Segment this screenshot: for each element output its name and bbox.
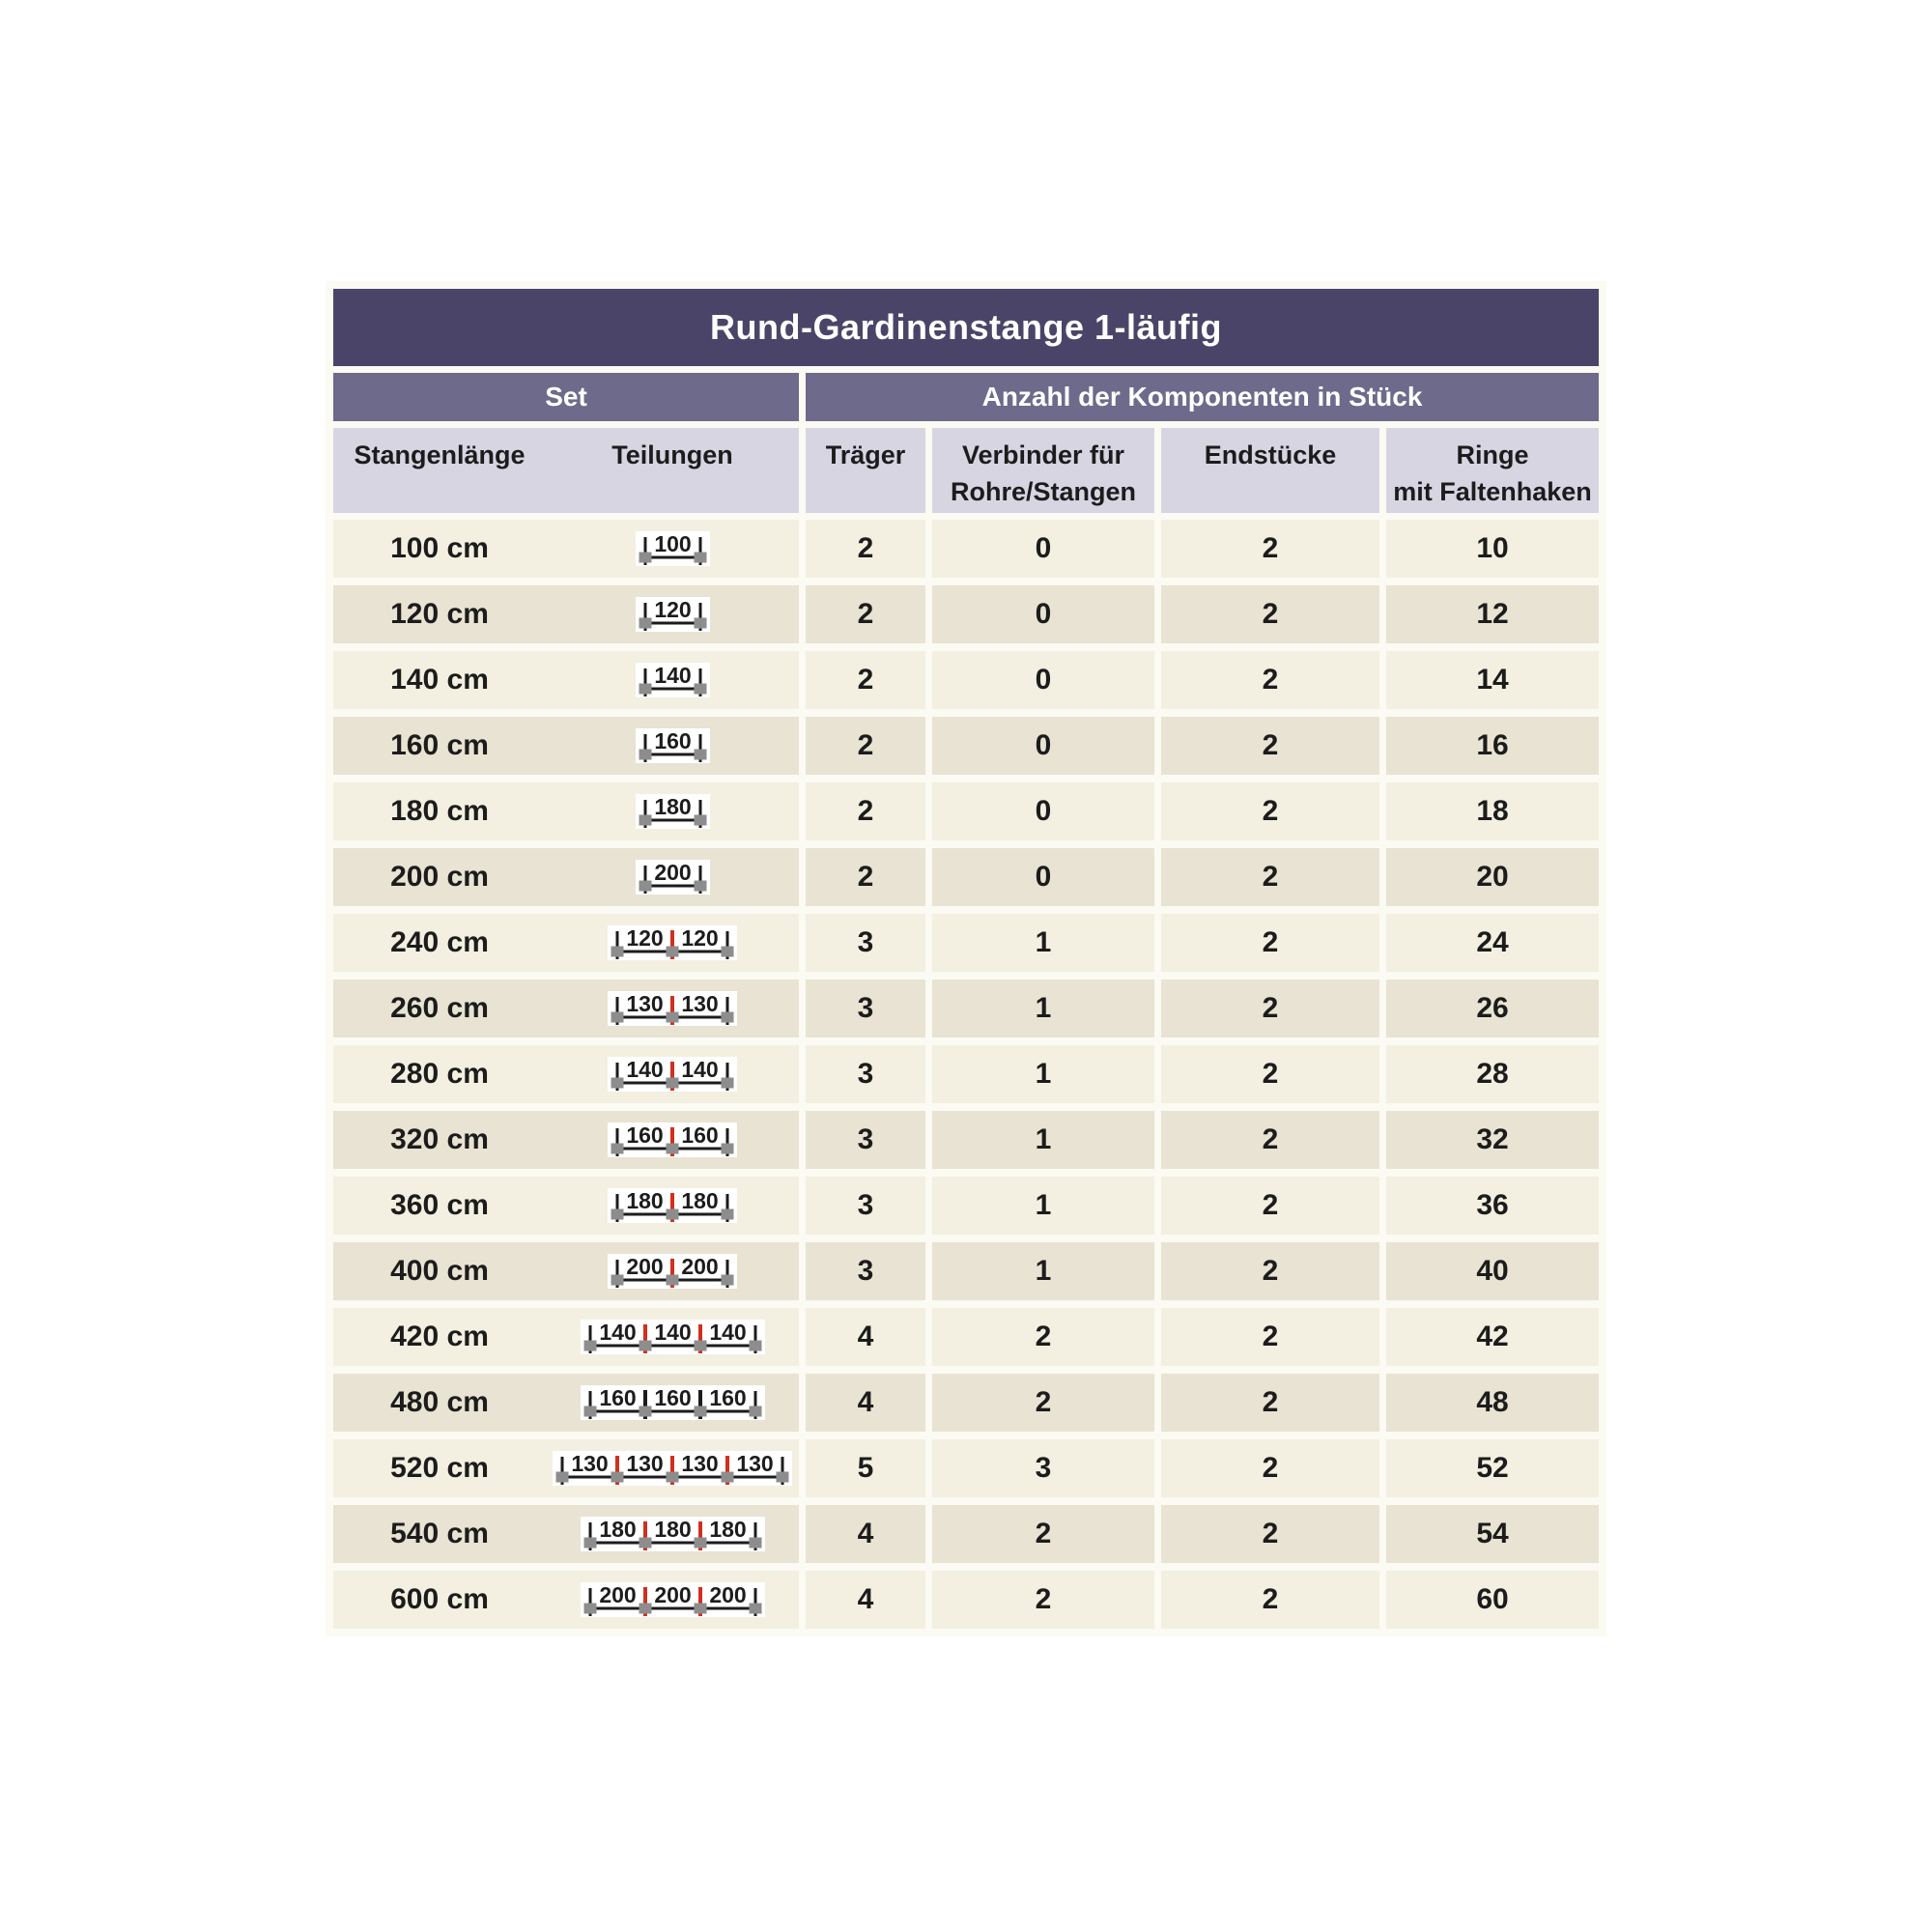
verbinder-count: 2: [932, 1308, 1154, 1366]
set-cell: [333, 1045, 799, 1103]
verbinder-count: 0: [932, 651, 1154, 709]
svg-text:200: 200: [653, 860, 692, 885]
endstuecke-count: 2: [1161, 914, 1379, 972]
svg-text:140: 140: [626, 1057, 664, 1082]
rod-length-label: 400 cm: [390, 1255, 489, 1287]
table-row: [333, 651, 1599, 709]
endstuecke-count: 2: [1161, 1111, 1379, 1169]
teilungen-diagram: [546, 1254, 799, 1289]
teilungen-diagram: [546, 597, 799, 632]
table-row: [333, 848, 1599, 906]
svg-text:130: 130: [626, 1451, 664, 1476]
set-cell: [333, 1505, 799, 1563]
table-row: [333, 782, 1599, 840]
ringe-count: 28: [1386, 1045, 1599, 1103]
endstuecke-count: 2: [1161, 848, 1379, 906]
ringe-count: 48: [1386, 1374, 1599, 1432]
table-row: [333, 1571, 1599, 1629]
traeger-count: 4: [806, 1505, 925, 1563]
traeger-count: 2: [806, 520, 925, 578]
column-header-ringe: Ringe mit Faltenhaken: [1386, 428, 1599, 513]
group-header-components: Anzahl der Komponenten in Stück: [806, 373, 1599, 421]
ringe-count: 26: [1386, 980, 1599, 1037]
svg-text:200: 200: [708, 1582, 747, 1607]
ringe-count: 16: [1386, 717, 1599, 775]
svg-text:180: 180: [598, 1517, 637, 1542]
svg-text:200: 200: [626, 1254, 664, 1279]
teilungen-diagram: [546, 728, 799, 763]
svg-text:180: 180: [653, 1517, 692, 1542]
rod-length-label: 140 cm: [390, 664, 489, 696]
table-body: [333, 520, 1599, 1629]
svg-text:120: 120: [626, 925, 664, 951]
svg-text:200: 200: [653, 1582, 692, 1607]
traeger-count: 4: [806, 1374, 925, 1432]
traeger-count: 4: [806, 1308, 925, 1366]
teilungen-diagram: [546, 1385, 799, 1420]
verbinder-count: 2: [932, 1374, 1154, 1432]
rod-diagram-svg: [636, 728, 710, 763]
spec-table-panel: [326, 281, 1606, 1636]
verbinder-count: 0: [932, 585, 1154, 643]
endstuecke-count: 2: [1161, 1505, 1379, 1563]
ringe-count: 20: [1386, 848, 1599, 906]
rod-diagram-svg: [581, 1385, 765, 1420]
rod-diagram-svg: [608, 1188, 737, 1223]
group-header-row: [333, 373, 1599, 421]
rod-length-label: 420 cm: [390, 1321, 489, 1352]
set-cell: [333, 980, 799, 1037]
group-header-set: Set: [333, 373, 799, 421]
table-row: [333, 1111, 1599, 1169]
svg-text:160: 160: [626, 1122, 664, 1148]
rod-diagram-svg: [581, 1320, 765, 1354]
ringe-count: 52: [1386, 1439, 1599, 1497]
svg-text:140: 140: [708, 1320, 747, 1345]
set-cell: [333, 585, 799, 643]
teilungen-diagram: [546, 1122, 799, 1157]
teilungen-diagram: [546, 663, 799, 697]
rod-length-label: 260 cm: [390, 992, 489, 1024]
endstuecke-count: 2: [1161, 1571, 1379, 1629]
svg-text:140: 140: [598, 1320, 637, 1345]
traeger-count: 2: [806, 848, 925, 906]
ringe-count: 14: [1386, 651, 1599, 709]
verbinder-count: 1: [932, 1177, 1154, 1235]
teilungen-diagram: [546, 1057, 799, 1092]
svg-text:140: 140: [653, 663, 692, 688]
verbinder-count: 0: [932, 848, 1154, 906]
column-header-row: [333, 428, 1599, 513]
set-cell: [333, 1439, 799, 1497]
verbinder-count: 0: [932, 717, 1154, 775]
svg-text:130: 130: [571, 1451, 609, 1476]
endstuecke-count: 2: [1161, 980, 1379, 1037]
teilungen-diagram: [546, 531, 799, 566]
rod-length-label: 540 cm: [390, 1518, 489, 1549]
set-cell: [333, 1571, 799, 1629]
traeger-count: 2: [806, 651, 925, 709]
traeger-count: 3: [806, 1242, 925, 1300]
table-row: [333, 1439, 1599, 1497]
table-title: Rund-Gardinenstange 1-läufig: [333, 289, 1599, 366]
ringe-count: 60: [1386, 1571, 1599, 1629]
column-header-verbinder: Verbinder für Rohre/Stangen: [932, 428, 1154, 513]
table-row: [333, 914, 1599, 972]
endstuecke-count: 2: [1161, 520, 1379, 578]
traeger-count: 3: [806, 914, 925, 972]
set-cell: [333, 848, 799, 906]
rod-length-label: 320 cm: [390, 1123, 489, 1155]
verbinder-count: 3: [932, 1439, 1154, 1497]
endstuecke-count: 2: [1161, 1439, 1379, 1497]
table-row: [333, 1045, 1599, 1103]
rod-length-label: 120 cm: [390, 598, 489, 630]
endstuecke-count: 2: [1161, 651, 1379, 709]
ringe-count: 24: [1386, 914, 1599, 972]
rod-length-label: 520 cm: [390, 1452, 489, 1484]
teilungen-diagram: [546, 1582, 799, 1617]
verbinder-count: 1: [932, 1242, 1154, 1300]
set-cell: [333, 914, 799, 972]
table-row: [333, 980, 1599, 1037]
svg-text:180: 180: [708, 1517, 747, 1542]
verbinder-count: 0: [932, 782, 1154, 840]
verbinder-count: 1: [932, 1111, 1154, 1169]
teilungen-diagram: [546, 991, 799, 1026]
endstuecke-count: 2: [1161, 1242, 1379, 1300]
svg-text:200: 200: [681, 1254, 719, 1279]
endstuecke-count: 2: [1161, 1177, 1379, 1235]
svg-text:130: 130: [681, 991, 719, 1016]
column-header-traeger: Träger: [806, 428, 925, 513]
traeger-count: 2: [806, 717, 925, 775]
verbinder-count: 2: [932, 1571, 1154, 1629]
set-cell: [333, 651, 799, 709]
traeger-count: 3: [806, 1045, 925, 1103]
svg-text:140: 140: [653, 1320, 692, 1345]
rod-length-label: 100 cm: [390, 532, 489, 564]
table-row: [333, 585, 1599, 643]
table-row: [333, 1308, 1599, 1366]
rod-length-label: 480 cm: [390, 1386, 489, 1418]
endstuecke-count: 2: [1161, 585, 1379, 643]
svg-text:120: 120: [681, 925, 719, 951]
set-cell: [333, 782, 799, 840]
rod-diagram-svg: [636, 531, 710, 566]
rod-length-label: 240 cm: [390, 926, 489, 958]
ringe-count: 32: [1386, 1111, 1599, 1169]
rod-diagram-svg: [553, 1451, 792, 1486]
column-header-stangenlaenge: Stangenlänge: [354, 440, 526, 469]
rod-diagram-svg: [581, 1517, 765, 1551]
endstuecke-count: 2: [1161, 1374, 1379, 1432]
rod-length-label: 160 cm: [390, 729, 489, 761]
svg-text:160: 160: [681, 1122, 719, 1148]
teilungen-diagram: [546, 1320, 799, 1354]
table-row: [333, 1177, 1599, 1235]
svg-text:180: 180: [626, 1188, 664, 1213]
teilungen-diagram: [546, 1517, 799, 1551]
endstuecke-count: 2: [1161, 1308, 1379, 1366]
svg-text:130: 130: [736, 1451, 774, 1476]
teilungen-diagram: [546, 860, 799, 895]
rod-diagram-svg: [608, 991, 737, 1026]
column-header-teilungen: Teilungen: [611, 440, 733, 469]
rod-diagram-svg: [636, 860, 710, 895]
column-header-set: [333, 428, 799, 513]
verbinder-count: 1: [932, 980, 1154, 1037]
traeger-count: 5: [806, 1439, 925, 1497]
rod-diagram-svg: [608, 1057, 737, 1092]
svg-text:130: 130: [626, 991, 664, 1016]
ringe-count: 36: [1386, 1177, 1599, 1235]
set-cell: [333, 1242, 799, 1300]
svg-text:160: 160: [653, 1385, 692, 1410]
traeger-count: 3: [806, 1177, 925, 1235]
rod-length-label: 200 cm: [390, 861, 489, 893]
ringe-count: 42: [1386, 1308, 1599, 1366]
set-cell: [333, 1374, 799, 1432]
svg-text:200: 200: [598, 1582, 637, 1607]
table-row: [333, 1374, 1599, 1432]
rod-length-label: 180 cm: [390, 795, 489, 827]
svg-text:120: 120: [653, 597, 692, 622]
rod-diagram-svg: [636, 794, 710, 829]
rod-diagram-svg: [636, 663, 710, 697]
rod-diagram-svg: [636, 597, 710, 632]
ringe-count: 40: [1386, 1242, 1599, 1300]
endstuecke-count: 2: [1161, 782, 1379, 840]
endstuecke-count: 2: [1161, 717, 1379, 775]
set-cell: [333, 520, 799, 578]
teilungen-diagram: [546, 925, 799, 960]
ringe-count: 10: [1386, 520, 1599, 578]
teilungen-diagram: [546, 794, 799, 829]
set-cell: [333, 1177, 799, 1235]
svg-text:140: 140: [681, 1057, 719, 1082]
svg-text:180: 180: [681, 1188, 719, 1213]
rod-length-label: 360 cm: [390, 1189, 489, 1221]
set-cell: [333, 1111, 799, 1169]
set-cell: [333, 1308, 799, 1366]
table-row: [333, 1242, 1599, 1300]
endstuecke-count: 2: [1161, 1045, 1379, 1103]
svg-text:130: 130: [681, 1451, 719, 1476]
teilungen-diagram: [546, 1451, 799, 1486]
rod-diagram-svg: [608, 925, 737, 960]
ringe-count: 18: [1386, 782, 1599, 840]
svg-text:160: 160: [598, 1385, 637, 1410]
svg-text:180: 180: [653, 794, 692, 819]
traeger-count: 3: [806, 980, 925, 1037]
verbinder-count: 1: [932, 1045, 1154, 1103]
svg-text:160: 160: [708, 1385, 747, 1410]
rod-diagram-svg: [608, 1254, 737, 1289]
traeger-count: 3: [806, 1111, 925, 1169]
verbinder-count: 0: [932, 520, 1154, 578]
verbinder-count: 2: [932, 1505, 1154, 1563]
table-row: [333, 520, 1599, 578]
svg-text:160: 160: [653, 728, 692, 753]
set-cell: [333, 717, 799, 775]
traeger-count: 2: [806, 585, 925, 643]
rod-diagram-svg: [581, 1582, 765, 1617]
ringe-count: 54: [1386, 1505, 1599, 1563]
traeger-count: 4: [806, 1571, 925, 1629]
rod-length-label: 600 cm: [390, 1583, 489, 1615]
table-row: [333, 717, 1599, 775]
verbinder-count: 1: [932, 914, 1154, 972]
traeger-count: 2: [806, 782, 925, 840]
teilungen-diagram: [546, 1188, 799, 1223]
ringe-count: 12: [1386, 585, 1599, 643]
svg-text:100: 100: [653, 531, 692, 556]
table-row: [333, 1505, 1599, 1563]
column-header-endstuecke: Endstücke: [1161, 428, 1379, 513]
rod-length-label: 280 cm: [390, 1058, 489, 1090]
rod-diagram-svg: [608, 1122, 737, 1157]
